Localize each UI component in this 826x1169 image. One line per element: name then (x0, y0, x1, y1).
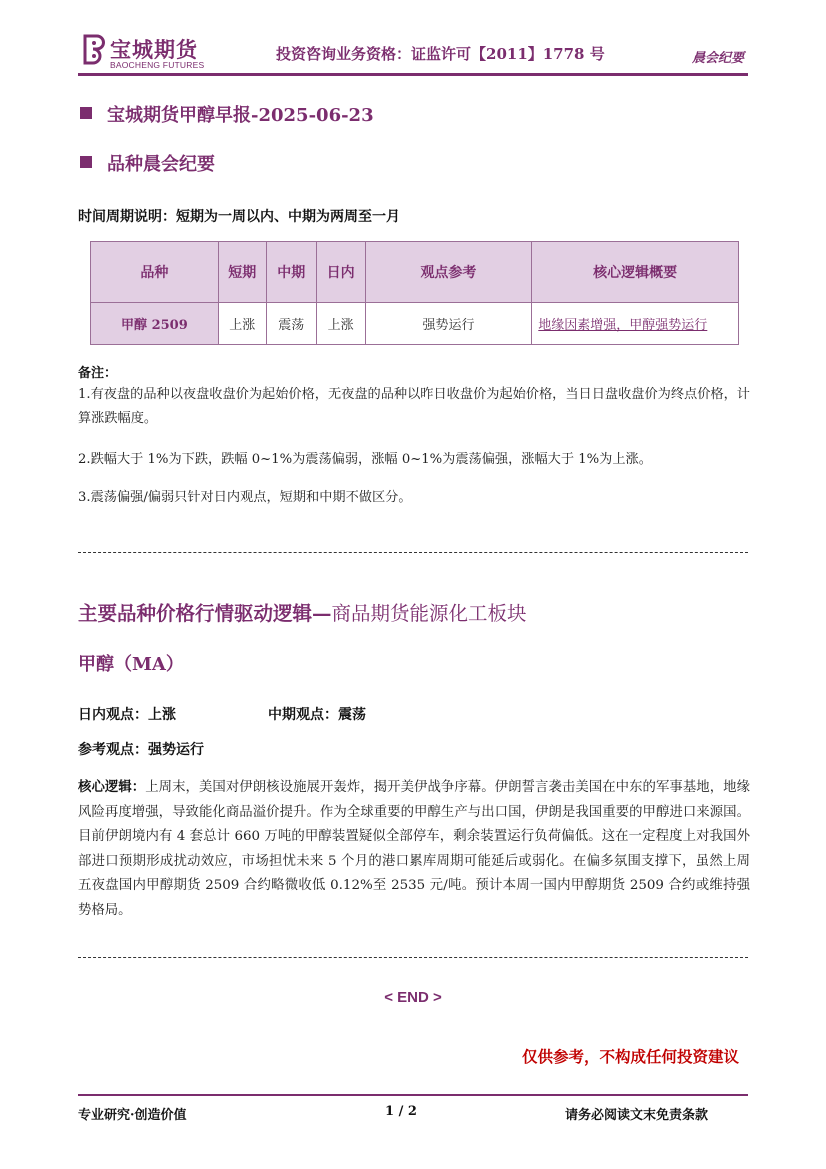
variety-cell: 甲醇 2509 (91, 303, 219, 345)
footer-divider (78, 1094, 748, 1096)
table-header-cell: 观点参考 (365, 242, 532, 303)
header-divider (78, 73, 748, 76)
core-logic-text: 上周末，美国对伊朗核设施展开轰炸，揭开美伊战争序幕。伊朗誓言袭击美国在中东的军事基地，地缘风险再度增强，导致能化商品溢价提升。作为全球重要的甲醇生产与出口国，伊朗是我国重要的甲醇进口来源国。目前伊朗境内有 4 套总计 660 万吨的甲醇装置疑似全部停车，剩余装置运行负荷偏低。这在一定程度上对我国外部进口预期形成扰动效应，市场担忧未来 5 个月的港口累库周期可能延后或弱化。在偏多氛围支撑下，虽然上周五夜盘国内甲醇期货 2509 合约略微收低 0.12%至 2535 元/吨。预计本周一国内甲醇期货 2509 合约或维持强势格局。 (78, 780, 751, 918)
table-header-cell: 中期 (266, 242, 316, 303)
footer-slogan: 专业研究·创造价值 (78, 1108, 187, 1123)
disclaimer-text: 仅供参考，不构成任何投资建议 (522, 1049, 740, 1066)
mid-term-cell: 震荡 (266, 303, 316, 345)
intraday-cell: 上涨 (316, 303, 365, 345)
table-header-cell: 核心逻辑概要 (532, 242, 739, 303)
section-square-icon (80, 156, 92, 168)
short-term-cell: 上涨 (218, 303, 266, 345)
section-title: 品种晨会纪要 (107, 154, 215, 175)
logo-text-cn: 宝城期货 (110, 37, 198, 62)
title-square-icon (80, 107, 92, 119)
period-note: 时间周期说明：短期为一周以内、中期为两周至一月 (78, 209, 400, 225)
variety-title: 甲醇（MA） (78, 654, 184, 675)
page-number: 1 / 2 (385, 1104, 417, 1119)
main-section-title (78, 598, 527, 626)
report-title: 宝城期货甲醇早报-2025-06-23 (107, 105, 374, 126)
company-logo (82, 34, 212, 74)
mid-term-view: 中期观点：震荡 (268, 707, 366, 723)
variety-table (90, 241, 739, 345)
table-row (91, 303, 739, 345)
core-logic-label: 核心逻辑： (78, 779, 146, 795)
logo-text-en: BAOCHENG FUTURES (110, 60, 205, 70)
note-item: 2.跌幅大于 1%为下跌，跌幅 0~1%为震荡偏弱，涨幅 0~1%为震荡偏强，涨幅大于 1%为上涨。 (78, 452, 652, 467)
main-title-text: 主要品种价格行情驱动逻辑— (78, 602, 332, 625)
intraday-view: 日内观点：上涨 (78, 707, 176, 723)
logo-mark-icon (82, 34, 106, 68)
reference-view: 参考观点：强势运行 (78, 742, 204, 758)
note-item: 3.震荡偏强/偏弱只针对日内观点，短期和中期不做区分。 (78, 490, 412, 505)
note-item: 1.有夜盘的品种以夜盘收盘价为起始价格，无夜盘的品种以昨日收盘价为起始价格，当日日盘收盘价为终点价格，计算涨跌幅度。 (78, 387, 750, 426)
dashed-divider (78, 957, 748, 958)
footer-disclaimer-note: 请务必阅读文末免责条款 (565, 1108, 709, 1123)
table-header-cell: 短期 (218, 242, 266, 303)
table-header-cell: 日内 (316, 242, 365, 303)
header-report-type: 晨会纪要 (692, 51, 745, 66)
table-header-row (91, 242, 739, 303)
core-logic-paragraph (78, 775, 750, 923)
table-header-cell: 品种 (91, 242, 219, 303)
end-marker: < END > (384, 989, 442, 1006)
main-title-sub: 商品期货能源化工板块 (331, 602, 527, 625)
view-cell: 强势运行 (365, 303, 532, 345)
license-text: 投资咨询业务资格：证监许可【2011】1778 号 (276, 45, 605, 63)
notes-heading: 备注： (78, 366, 118, 381)
dashed-divider (78, 552, 748, 553)
core-logic-link[interactable]: 地缘因素增强，甲醇强势运行 (532, 303, 739, 345)
